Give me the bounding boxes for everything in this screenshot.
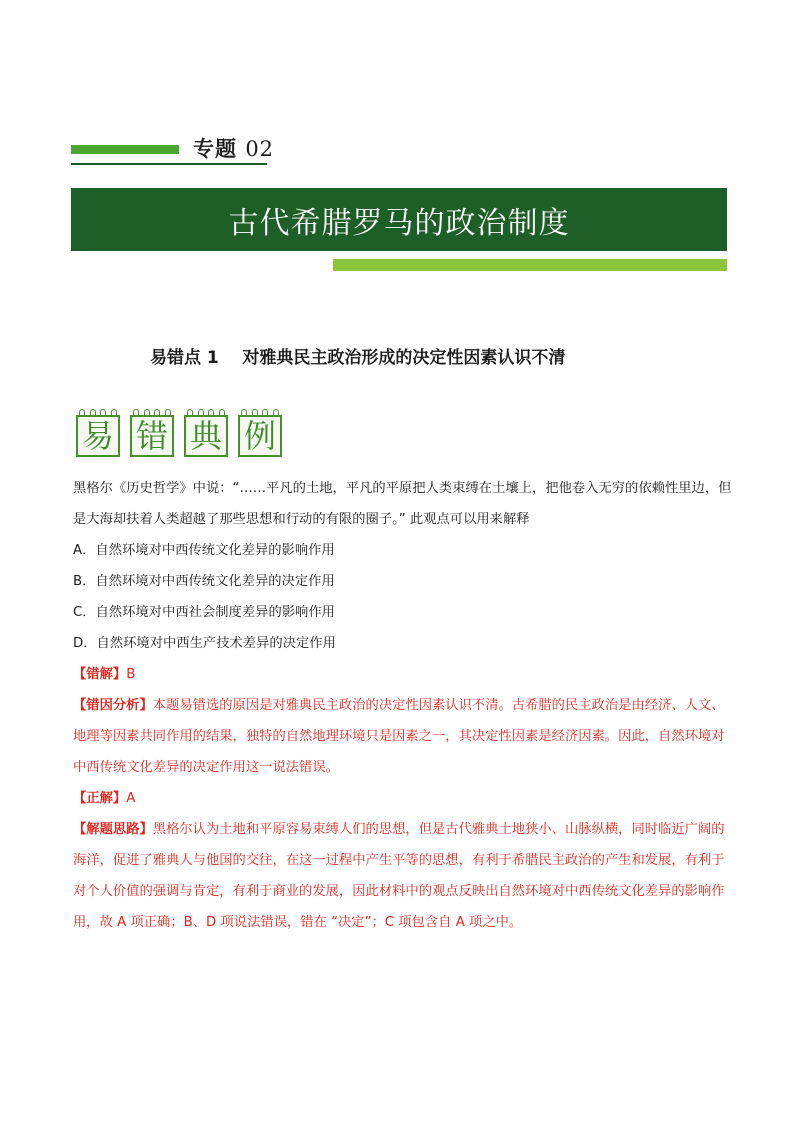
question-stem: 黑格尔《历史哲学》中说：“……平凡的土地，平凡的平原把人类束缚在土壤上，把他卷入无穷的依赖性里边，但是大海却扶着人类超越了那些思想和行动的有限的圈子。” 此观点可以用来解释 — [73, 481, 732, 527]
badge-char: 典 — [189, 417, 222, 455]
question-body — [73, 473, 733, 938]
badge-char: 错 — [135, 417, 168, 455]
correct-answer — [73, 783, 733, 814]
badge-char: 例 — [243, 417, 276, 455]
topic-rule-divider — [71, 163, 267, 165]
solution-label: 【解题思路】 — [73, 822, 153, 837]
badge-yi — [76, 409, 120, 457]
title-banner — [71, 188, 727, 251]
option-d: D．自然环境对中西生产技术差异的决定作用 — [73, 636, 336, 651]
topic-bar-decoration — [71, 145, 179, 154]
error-analysis-text: 本题易错选的原因是对雅典民主政治的决定性因素认识不清。古希腊的民主政治是由经济、人文、地理等因素共同作用的结果，独特的自然地理环境只是因素之一，其决定性因素是经济因素。因此，自然环境对中西传统文化差异的决定作用这一说法错误。 — [73, 698, 725, 775]
error-analysis-label: 【错因分析】 — [73, 698, 153, 713]
badge-dian — [184, 409, 228, 457]
correct-answer-label: 【正解】 — [73, 791, 127, 806]
section-heading: 易错点 1 对雅典民主政治形成的决定性因素认识不清 — [150, 348, 566, 368]
option-a: A．自然环境对中西传统文化差异的影响作用 — [73, 543, 335, 558]
correct-answer-value: A — [126, 791, 136, 806]
badge-cuo — [130, 409, 174, 457]
solution — [73, 814, 733, 938]
wrong-answer-label: 【错解】 — [73, 667, 127, 682]
topic-number: 02 — [245, 137, 275, 161]
solution-text: 黑格尔认为土地和平原容易束缚人们的思想，但是古代雅典土地狭小、山脉纵横，同时临近广阔的海洋，促进了雅典人与他国的交往，在这一过程中产生平等的思想，有利于希腊民主政治的产生和发展，有利于对个人价值的强调与肯定，有利于商业的发展，因此材料中的观点反映出自然环境对中西传统文化差异的影响作用，故 A 项正确；B、D 项说法错误，错在 “决定”；C 项包含自 A 项之中。 — [73, 822, 725, 930]
topic-label-text: 专题 — [193, 137, 246, 161]
badge-char: 易 — [81, 417, 114, 455]
error-analysis — [73, 690, 733, 783]
option-b: B．自然环境对中西传统文化差异的决定作用 — [73, 574, 335, 589]
badge-li — [238, 409, 282, 457]
topic-label — [193, 133, 274, 163]
wrong-answer — [73, 659, 733, 690]
option-c: C．自然环境对中西社会制度差异的影响作用 — [73, 605, 335, 620]
example-badges — [76, 409, 282, 457]
title-accent-bar — [333, 259, 727, 271]
page-title: 古代希腊罗马的政治制度 — [228, 205, 570, 241]
wrong-answer-value: B — [126, 667, 136, 682]
